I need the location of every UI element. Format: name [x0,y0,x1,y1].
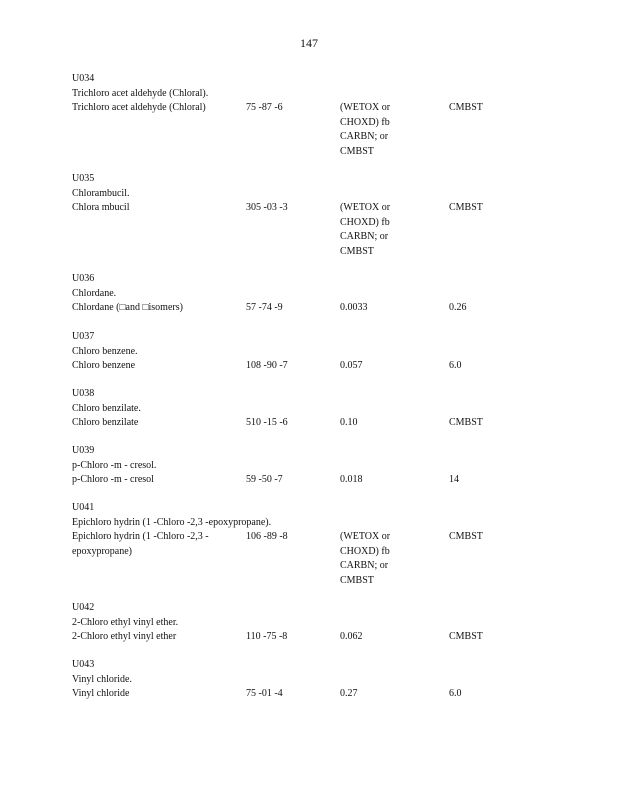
waste-title: Epichloro hydrin (1 -Chloro -2,3 -epoxypropane). [72,516,272,528]
nonwastewater-standard: CMBST [449,417,483,428]
constituent-name: Epichloro hydrin (1 -Chloro -2,3 - epoxypropane) [72,531,209,557]
wastewater-standard: 0.057 [340,360,363,371]
cas-number: 75 -87 -6 [246,102,283,113]
cas-number: 59 -50 -7 [246,474,283,485]
constituent-name: 2-Chloro ethyl vinyl ether [72,631,177,642]
constituent-name: Trichloro acet aldehyde (Chloral) [72,102,206,113]
wastewater-standard: (WETOX or CHOXD) fb CARBN; or CMBST [340,102,391,157]
constituent-row [72,630,552,645]
waste-code: U043 [72,659,95,670]
waste-title: Trichloro acet aldehyde (Chloral). [72,87,209,99]
wastewater-standard: 0.018 [340,474,363,485]
constituent-name: p-Chloro -m - cresol [72,474,154,485]
wastewater-standard: 0.0033 [340,302,368,313]
nonwastewater-standard: 14 [449,474,459,485]
waste-code: U037 [72,331,95,342]
constituent-row [72,101,552,157]
nonwastewater-standard: 6.0 [449,688,462,699]
constituent-row [72,530,552,586]
nonwastewater-standard: CMBST [449,531,483,542]
waste-title: p-Chloro -m - cresol. [72,459,157,471]
constituent-row [72,473,552,488]
cas-number: 305 -03 -3 [246,202,288,213]
waste-code: U039 [72,445,95,456]
waste-entry-u042 [72,601,552,645]
waste-entry-u036 [72,272,552,316]
cas-number: 75 -01 -4 [246,688,283,699]
nonwastewater-standard: CMBST [449,102,483,113]
wastewater-standard: 0.062 [340,631,363,642]
cas-number: 108 -90 -7 [246,360,288,371]
nonwastewater-standard: CMBST [449,631,483,642]
waste-entry-u034 [72,72,552,157]
constituent-name: Chloro benzilate [72,417,139,428]
constituent-row [72,201,552,257]
constituent-name: Chlordane (□and □isomers) [72,302,183,313]
waste-title: 2-Chloro ethyl vinyl ether. [72,616,179,628]
wastewater-standard: (WETOX or CHOXD) fb CARBN; or CMBST [340,531,391,586]
constituent-row [72,301,552,316]
nonwastewater-standard: 6.0 [449,360,462,371]
constituent-name: Chlora mbucil [72,202,130,213]
waste-entry-u039 [72,444,552,488]
waste-entry-u043 [72,658,552,702]
waste-code: U041 [72,502,95,513]
waste-title: Chlorambucil. [72,187,130,199]
cas-number: 106 -89 -8 [246,531,288,542]
cas-number: 510 -15 -6 [246,417,288,428]
cas-number: 57 -74 -9 [246,302,283,313]
waste-code: U034 [72,73,95,84]
waste-title: Vinyl chloride. [72,673,132,685]
constituent-row [72,687,552,702]
wastewater-standard: (WETOX or CHOXD) fb CARBN; or CMBST [340,202,391,257]
waste-title: Chloro benzene. [72,345,138,357]
waste-entry-u037 [72,330,552,374]
waste-code: U042 [72,602,95,613]
waste-code: U036 [72,273,95,284]
waste-entry-u041 [72,501,552,586]
page-number: 147 [300,36,318,50]
waste-code: U035 [72,173,95,184]
waste-title: Chlordane. [72,287,117,299]
waste-title: Chloro benzilate. [72,402,141,414]
waste-entry-u035 [72,172,552,257]
wastewater-standard: 0.27 [340,688,358,699]
nonwastewater-standard: CMBST [449,202,483,213]
constituent-row [72,359,552,374]
wastewater-standard: 0.10 [340,417,358,428]
cas-number: 110 -75 -8 [246,631,288,642]
nonwastewater-standard: 0.26 [449,302,467,313]
waste-entry-u038 [72,387,552,431]
constituent-name: Chloro benzene [72,360,136,371]
constituent-name: Vinyl chloride [72,688,130,699]
waste-code: U038 [72,388,95,399]
constituent-row [72,416,552,431]
